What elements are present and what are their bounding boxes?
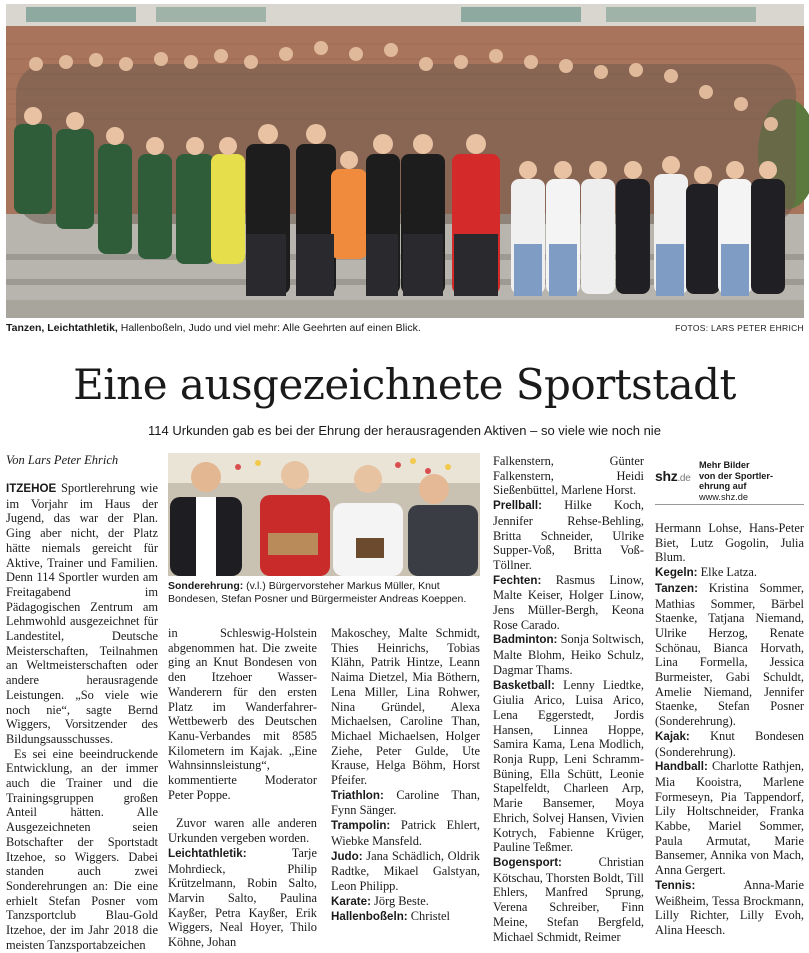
sport-label: Tanzen: (655, 581, 698, 595)
names: Knut Bondesen (Sonderehrung). (655, 728, 804, 759)
paragraph: Zuvor waren alle anderen Urkunden vergeben worden. (168, 816, 317, 846)
paragraph: Es sei eine beeindruckende Entwicklung, an der immer auch die Trainer und die Trainingsgruppen großen Anteil hätten. Alle Ausgezeichneten seien Botschafter der Sportstadt Itzehoe, so Wiggers. Dabei standen auch zwei Sonderehrungen an: Die eine erhielt Stefan Posner vom Tanzsportclub Blau-Gold Itzehoe, der im Jahr 2018 die meisten Tanzsportabzeichen (6, 746, 158, 952)
paragraph (6, 481, 158, 747)
names: Caroline Than, Fynn Sänger. (331, 787, 480, 818)
sport-label: Fechten: (493, 573, 542, 587)
list-item (331, 894, 480, 910)
sport-label: Bogensport: (493, 855, 562, 869)
list-item (493, 632, 644, 677)
list-item (655, 759, 804, 878)
paragraph: in Schleswig-Holstein abgenommen hat. Die zweite ging an Knut Bondesen von den Itzehoer Wasser-Wanderern für den ersten Platz im Wanderfahrer-Wettbewerb des Deutschen Kanu-Verbandes mit 8585 Kilometern im Kajak. „Eine Wahnsinnsleistung“, kommentierte Moderator Peter Poppe. (168, 626, 317, 802)
photo-caption-bold: Tanzen, Leichtathletik, (6, 322, 118, 334)
list-item (331, 788, 480, 818)
inset-caption-text: (v.l.) Bürgervorsteher Markus Müller, Knut Bondesen, Stefan Posner und Bürgermeister Andreas Koeppen. (168, 580, 467, 605)
names: Charlotte Rathjen, Mia Kooistra, Marlene Formeseyn, Pia Tappendorf, Lily Holtschneider, Franka Kabbe, Mariel Sommer, Paula Armutat, Marie Bansemer, Annika von Mach, Anna Gergert. (655, 759, 804, 878)
list-item (331, 849, 480, 894)
logo-text: shz (655, 468, 678, 484)
sport-label: Handball: (655, 760, 708, 774)
sport-label: Kajak: (655, 729, 690, 743)
names: Elke Latza. (697, 565, 758, 580)
sport-label: Prellball: (493, 499, 542, 513)
list-item (655, 581, 804, 729)
names: Jana Schädlich, Oldrik Radtke, Mikael Galstyan, Leon Philipp. (331, 848, 480, 893)
article-column-5 (655, 521, 804, 938)
paragraph-text: Sportlerehrung wie im Vorjahr im Haus der Jugend, das war der Plan. Ging aber nicht, der Platz hätte niemals gereicht für Aktive, Trainer und Familien. Denn 114 Sportler wurden am Freitagabend im Pädagogischen Zentrum am Lehmwohld ausgezeichnet für Landestitel, Deutsche Meisterschaften, Teilnahmen an Weltmeisterschaften oder andere herausragende Leistungen. „So viele wie noch nie“, sagte Bernd Wiggers, Vorsitzender des Bildungsausschusses. (6, 481, 158, 746)
paragraph: Hermann Lohse, Hans-Peter Biet, Lutz Gogolin, Julia Blum. (655, 521, 804, 565)
promo-line: ehrung auf (699, 481, 747, 492)
list-item (655, 878, 804, 938)
article-column-3 (331, 626, 480, 925)
group-photo (6, 4, 804, 318)
article-column-2 (168, 626, 317, 950)
list-item (493, 573, 644, 633)
photo-credit: FOTOS: LARS PETER EHRICH (675, 323, 804, 333)
list-item (331, 909, 480, 925)
photo-caption (6, 322, 804, 336)
names: Lenny Liedtke, Giulia Arico, Luisa Arico, Lena Eggerstedt, Jordis Hansen, Linnea Hoppe, Samira Kama, Lena Modlich, Ronja Rupp, Leni Schramm-Büning, Ella Schütt, Leonie Stapelfeldt, Charleen Arp, Marie Bansemer, Moya Ehrich, Solvej Hansen, Vivien Kotrych, Fabienne Krüger, Pauline Teßmer. (493, 677, 644, 855)
inset-caption (168, 580, 480, 605)
sport-label: Tennis: (655, 878, 696, 892)
dateline: ITZEHOE (6, 482, 57, 495)
subheadline: 114 Urkunden gab es bei der Ehrung der herausragenden Aktiven – so viele wie noch nie (148, 423, 661, 438)
promo-line: von der Sportler- (699, 470, 774, 481)
sport-label: Leichtathletik: (168, 846, 247, 860)
sport-label: Hallenboßeln: (331, 910, 408, 924)
shz-logo (655, 468, 690, 484)
group-photo-illustration (6, 4, 804, 318)
list-item (168, 846, 317, 950)
sport-label: Karate: (331, 894, 371, 908)
article-column-4 (493, 454, 644, 944)
names: Tarje Mohrdieck, Philip Krützelmann, Robin Salto, Marvin Salto, Paulina Kayßer, Petra Kayßer, Erik Wiggers, Neal Hoyer, Thilo Köhne, Johan (168, 845, 317, 950)
sport-label: Judo: (331, 849, 363, 863)
list-item (655, 729, 804, 759)
list-item (655, 565, 804, 581)
logo-suffix: .de (677, 473, 691, 484)
headline: Eine ausgezeichnete Sportstadt (73, 360, 736, 409)
promo-url[interactable]: www.shz.de (699, 491, 749, 502)
names: Anna-Marie Weißheim, Tessa Brockmann, Lilly Richter, Lilly Evoh, Alina Heesch. (655, 877, 804, 937)
promo-line: Mehr Bilder (699, 460, 750, 470)
sport-label: Kegeln: (655, 566, 698, 580)
names: Christian Kötschau, Thorsten Boldt, Till Ehlers, Manfred Sprung, Verena Schreiber, Finn Meine, Stefan Bergfeld, Michael Schmidt, Reimer (493, 854, 644, 944)
names: Sonja Soltwisch, Malte Blohm, Heiko Schulz, Dagmar Thams. (493, 632, 644, 677)
photo-caption-rest: Hallenboßeln, Judo und viel mehr: Alle Geehrten auf einen Blick. (117, 322, 421, 334)
names: Rasmus Linow, Malte Keiser, Holger Linow, Jens Müller-Bergh, Keona Rose Carado. (493, 572, 644, 632)
paragraph: Makoschey, Malte Schmidt, Thies Heinrichs, Tobias Klähn, Patrik Hintze, Leann Naima Dietzel, Mia Böthern, Lena Miller, Lina Rohwer, Nina Gründel, Alexa Michaelsen, Caroline Than, Michael Michaelsen, Holger Ziehe, Peter Gulde, Ute Krause, Helga Böhm, Horst Pfeifer. (331, 626, 480, 788)
list-item (493, 678, 644, 855)
promo-box[interactable] (655, 458, 804, 506)
sport-label: Badminton: (493, 633, 558, 647)
sport-label: Triathlon: (331, 788, 384, 802)
paragraph: Falkenstern, Günter Falkenstern, Heidi Sießenbüttel, Marlene Horst. (493, 454, 644, 498)
names: Kristina Sommer, Mathias Sommer, Bärbel Staenke, Tatjana Niemand, Ulrike Herzog, Renate Schönau, Bianca Horvath, Lina Formella, Jessica Burmeister, Gabi Schuldt, Amelie Niemand, Jennifer Staenke, Stefan Posner (Sonderehrung). (655, 580, 804, 729)
sport-label: Trampolin: (331, 819, 391, 833)
names: Jörg Beste. (370, 893, 429, 908)
divider (655, 504, 804, 505)
names: Patrick Ehlert, Wiebke Mansfeld. (331, 818, 480, 848)
promo-text (699, 460, 804, 502)
inset-photo-illustration (168, 453, 480, 576)
list-item (493, 855, 644, 944)
names: Christel (407, 909, 450, 924)
inset-caption-bold: Sonderehrung: (168, 580, 244, 592)
article-column-1 (6, 481, 158, 953)
photo-caption-text (6, 322, 421, 334)
list-item (331, 818, 480, 848)
inset-photo (168, 453, 480, 576)
names: Hilke Koch, Jennifer Rehse-Behling, Britta Schneider, Ulrike Supper-Voß, Britta Voß-Töllner. (493, 498, 644, 572)
sport-label: Basketball: (493, 678, 555, 692)
list-item (493, 498, 644, 573)
author-byline: Von Lars Peter Ehrich (6, 453, 119, 467)
